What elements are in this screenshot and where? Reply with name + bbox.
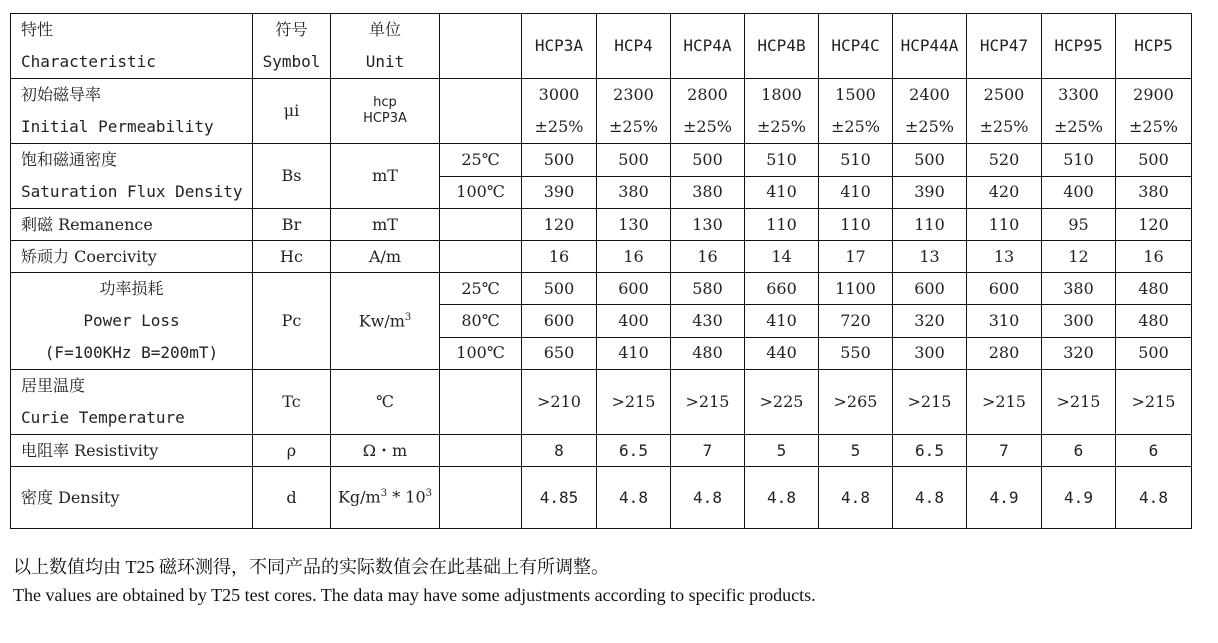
value-cell: 12 bbox=[1042, 241, 1116, 273]
value-cell: 500 bbox=[522, 273, 597, 305]
remanence-symbol: Br bbox=[253, 209, 331, 241]
density-unit: $Kg/m^3 * 10^3$ bbox=[331, 467, 440, 529]
value-cell: 410 bbox=[745, 176, 819, 209]
value-cell: 2800 ±25% bbox=[671, 79, 745, 144]
coercivity-label: 矫顽力 Coercivity bbox=[11, 241, 253, 273]
ferrite-spec-table bbox=[10, 13, 1192, 529]
value-cell: 110 bbox=[967, 209, 1042, 241]
value-cell: 480 bbox=[1116, 305, 1192, 337]
value-cell: 400 bbox=[597, 305, 671, 337]
value-cell: 410 bbox=[597, 337, 671, 369]
resistivity-row bbox=[11, 435, 1192, 467]
power-loss-row-25 bbox=[11, 273, 1192, 305]
value-cell: 320 bbox=[893, 305, 967, 337]
grade-header: HCP47 bbox=[967, 14, 1042, 79]
grade-header: HCP4B bbox=[745, 14, 819, 79]
symbol-header bbox=[253, 14, 331, 79]
value-cell: 380 bbox=[671, 176, 745, 209]
value-cell: 510 bbox=[1042, 144, 1116, 177]
permeability-label: 初始磁导率 Initial Permeability bbox=[11, 79, 253, 144]
value-cell: >215 bbox=[597, 370, 671, 435]
value-cell: 5 bbox=[819, 435, 893, 467]
value-cell: 380 bbox=[1042, 273, 1116, 305]
value-cell: 4.9 bbox=[1042, 467, 1116, 529]
density-row bbox=[11, 467, 1192, 529]
value-cell: 500 bbox=[671, 144, 745, 177]
value-cell: 600 bbox=[893, 273, 967, 305]
saturation-symbol: Bs bbox=[253, 144, 331, 209]
value-cell: 390 bbox=[893, 176, 967, 209]
condition-80c: 80℃ bbox=[440, 305, 522, 337]
note-chinese: 以上数值均由 T25 磁环测得，不同产品的实际数值会在此基础上有所调整。 bbox=[13, 557, 609, 577]
value-cell: 500 bbox=[893, 144, 967, 177]
grade-header: HCP4A bbox=[671, 14, 745, 79]
power-loss-label: 功率损耗 Power Loss (F=100KHz B=200mT) bbox=[11, 273, 253, 370]
value-cell: >215 bbox=[1042, 370, 1116, 435]
value-cell: 1800 ±25% bbox=[745, 79, 819, 144]
value-cell: 320 bbox=[1042, 337, 1116, 369]
value-cell: 4.8 bbox=[597, 467, 671, 529]
value-cell: 2500 ±25% bbox=[967, 79, 1042, 144]
value-cell: 13 bbox=[893, 241, 967, 273]
value-cell: 520 bbox=[967, 144, 1042, 177]
value-cell: 500 bbox=[1116, 337, 1192, 369]
value-cell: 600 bbox=[522, 305, 597, 337]
saturation-label: 饱和磁通密度 Saturation Flux Density bbox=[11, 144, 253, 209]
value-cell: 6 bbox=[1116, 435, 1192, 467]
value-cell: 16 bbox=[1116, 241, 1192, 273]
resistivity-condition bbox=[440, 435, 522, 467]
grade-header: HCP4C bbox=[819, 14, 893, 79]
header-row bbox=[11, 14, 1192, 79]
value-cell: 17 bbox=[819, 241, 893, 273]
permeability-symbol: μi bbox=[253, 79, 331, 144]
value-cell: 480 bbox=[671, 337, 745, 369]
value-cell: 500 bbox=[522, 144, 597, 177]
value-cell: 1500 ±25% bbox=[819, 79, 893, 144]
grade-header: HCP95 bbox=[1042, 14, 1116, 79]
value-cell: 120 bbox=[1116, 209, 1192, 241]
unit-cn: 单位 bbox=[368, 20, 401, 39]
value-cell: >215 bbox=[671, 370, 745, 435]
value-cell: 2400 ±25% bbox=[893, 79, 967, 144]
value-cell: 550 bbox=[819, 337, 893, 369]
value-cell: 16 bbox=[597, 241, 671, 273]
condition-100c: 100℃ bbox=[440, 176, 522, 209]
curie-unit: ℃ bbox=[331, 370, 440, 435]
value-cell: 7 bbox=[967, 435, 1042, 467]
value-cell: 600 bbox=[967, 273, 1042, 305]
value-cell: 6 bbox=[1042, 435, 1116, 467]
condition-25c: 25℃ bbox=[440, 144, 522, 177]
grade-header: HCP4 bbox=[597, 14, 671, 79]
coercivity-condition bbox=[440, 241, 522, 273]
value-cell: 4.8 bbox=[893, 467, 967, 529]
note-english: The values are obtained by T25 test cores. The data may have some adjustments according to specific products. bbox=[13, 585, 816, 605]
permeability-row bbox=[11, 79, 1192, 144]
power-loss-symbol: Pc bbox=[253, 273, 331, 370]
value-cell: 120 bbox=[522, 209, 597, 241]
value-cell: 650 bbox=[522, 337, 597, 369]
value-cell: 2900 ±25% bbox=[1116, 79, 1192, 144]
value-cell: >215 bbox=[1116, 370, 1192, 435]
remanence-condition bbox=[440, 209, 522, 241]
curie-row bbox=[11, 370, 1192, 435]
curie-condition bbox=[440, 370, 522, 435]
curie-symbol: Tc bbox=[253, 370, 331, 435]
value-cell: 5 bbox=[745, 435, 819, 467]
value-cell: 3000 ±25% bbox=[522, 79, 597, 144]
value-cell: 95 bbox=[1042, 209, 1116, 241]
value-cell: 7 bbox=[671, 435, 745, 467]
value-cell: 14 bbox=[745, 241, 819, 273]
coercivity-row bbox=[11, 241, 1192, 273]
value-cell: 410 bbox=[745, 305, 819, 337]
unit-header bbox=[331, 14, 440, 79]
coercivity-symbol: Hc bbox=[253, 241, 331, 273]
coercivity-unit: A/m bbox=[331, 241, 440, 273]
value-cell: 660 bbox=[745, 273, 819, 305]
power-loss-unit: $Kw/m^3$ bbox=[331, 273, 440, 370]
saturation-row-25 bbox=[11, 144, 1192, 177]
resistivity-symbol: ρ bbox=[253, 435, 331, 467]
value-cell: 500 bbox=[1116, 144, 1192, 177]
saturation-unit: mT bbox=[331, 144, 440, 209]
value-cell: 400 bbox=[1042, 176, 1116, 209]
value-cell: 110 bbox=[745, 209, 819, 241]
density-label: 密度 Density bbox=[11, 467, 253, 529]
resistivity-unit: Ω・m bbox=[331, 435, 440, 467]
value-cell: 600 bbox=[597, 273, 671, 305]
value-cell: 510 bbox=[819, 144, 893, 177]
value-cell: 500 bbox=[597, 144, 671, 177]
condition-100c: 100℃ bbox=[440, 337, 522, 369]
characteristic-en: Characteristic bbox=[21, 52, 156, 71]
value-cell: 440 bbox=[745, 337, 819, 369]
value-cell: >225 bbox=[745, 370, 819, 435]
spec-table-container bbox=[10, 13, 1192, 529]
value-cell: 4.8 bbox=[1116, 467, 1192, 529]
value-cell: 13 bbox=[967, 241, 1042, 273]
value-cell: 390 bbox=[522, 176, 597, 209]
value-cell: 430 bbox=[671, 305, 745, 337]
value-cell: 8 bbox=[522, 435, 597, 467]
value-cell: >210 bbox=[522, 370, 597, 435]
value-cell: 110 bbox=[819, 209, 893, 241]
value-cell: 4.8 bbox=[819, 467, 893, 529]
value-cell: 4.8 bbox=[671, 467, 745, 529]
permeability-condition bbox=[440, 79, 522, 144]
value-cell: 130 bbox=[597, 209, 671, 241]
grade-header: HCP44A bbox=[893, 14, 967, 79]
remanence-label: 剩磁 Remanence bbox=[11, 209, 253, 241]
value-cell: 6.5 bbox=[597, 435, 671, 467]
condition-25c: 25℃ bbox=[440, 273, 522, 305]
value-cell: 3300 ±25% bbox=[1042, 79, 1116, 144]
condition-header bbox=[440, 14, 522, 79]
characteristic-cn: 特性 bbox=[21, 20, 54, 39]
value-cell: >265 bbox=[819, 370, 893, 435]
grade-header: HCP3A bbox=[522, 14, 597, 79]
value-cell: 130 bbox=[671, 209, 745, 241]
value-cell: 310 bbox=[967, 305, 1042, 337]
value-cell: 1100 bbox=[819, 273, 893, 305]
value-cell: 300 bbox=[1042, 305, 1116, 337]
curie-label: 居里温度 Curie Temperature bbox=[11, 370, 253, 435]
value-cell: 4.9 bbox=[967, 467, 1042, 529]
value-cell: 720 bbox=[819, 305, 893, 337]
value-cell: >215 bbox=[967, 370, 1042, 435]
grade-header: HCP5 bbox=[1116, 14, 1192, 79]
remanence-row bbox=[11, 209, 1192, 241]
value-cell: 580 bbox=[671, 273, 745, 305]
value-cell: 4.8 bbox=[745, 467, 819, 529]
characteristic-header bbox=[11, 14, 253, 79]
symbol-cn: 符号 bbox=[275, 20, 308, 39]
value-cell: 2300 ±25% bbox=[597, 79, 671, 144]
density-symbol: d bbox=[253, 467, 331, 529]
value-cell: 16 bbox=[671, 241, 745, 273]
value-cell: 410 bbox=[819, 176, 893, 209]
value-cell: 420 bbox=[967, 176, 1042, 209]
value-cell: 480 bbox=[1116, 273, 1192, 305]
value-cell: >215 bbox=[893, 370, 967, 435]
symbol-en: Symbol bbox=[262, 52, 321, 71]
unit-en: Unit bbox=[365, 52, 405, 71]
density-condition bbox=[440, 467, 522, 529]
value-cell: 380 bbox=[597, 176, 671, 209]
value-cell: 280 bbox=[967, 337, 1042, 369]
remanence-unit: mT bbox=[331, 209, 440, 241]
resistivity-label: 电阻率 Resistivity bbox=[11, 435, 253, 467]
value-cell: 6.5 bbox=[893, 435, 967, 467]
value-cell: 380 bbox=[1116, 176, 1192, 209]
value-cell: 4.85 bbox=[522, 467, 597, 529]
value-cell: 16 bbox=[522, 241, 597, 273]
permeability-unit: hcp HCP3A bbox=[331, 79, 440, 144]
value-cell: 510 bbox=[745, 144, 819, 177]
value-cell: 300 bbox=[893, 337, 967, 369]
value-cell: 110 bbox=[893, 209, 967, 241]
